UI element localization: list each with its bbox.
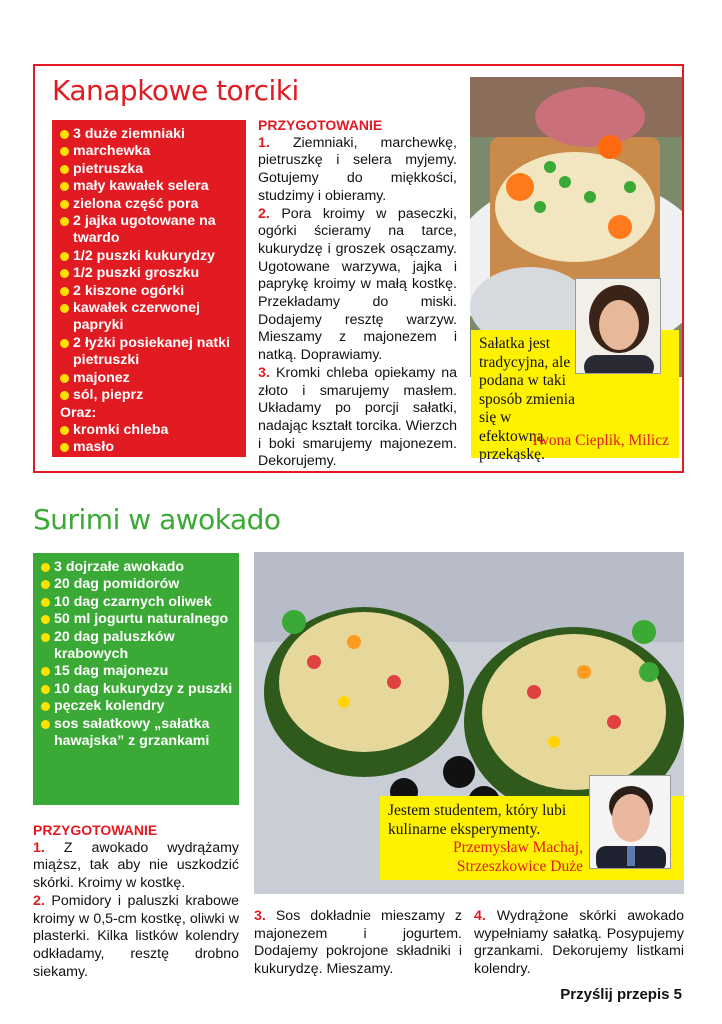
recipe-2-ingredient [41,594,233,611]
recipe-1-ingredient-text: 2 jajka ugotowane na twardo [73,213,216,247]
recipe-2-ingredient [41,629,233,664]
recipe-2-ingredient-text: 20 dag paluszków krabowych [54,628,175,663]
recipe-1-step [258,135,457,206]
recipe-1-ingredient-text: marchewka [73,143,151,160]
bullet-icon [60,269,69,278]
bullet-icon [60,147,69,156]
recipe-1-step-number: 2. [258,205,282,222]
recipe-1-ingredient [60,161,240,178]
recipe-1-ingredient-text: masło [73,439,115,456]
recipe-1-prep-heading: PRZYGOTOWANIE [258,117,383,133]
recipe-2-ingredient [41,576,233,593]
recipe-2-ingredient-text: 15 dag majonezu [54,663,169,680]
recipe-2-ingredient-text: 20 dag pomidorów [54,576,180,593]
recipe-1-ingredient-text: majonez [73,369,130,386]
recipe-2-title: Surimi w awokado [33,503,281,536]
bullet-icon [60,443,69,452]
recipe-1-title: Kanapkowe torciki [52,74,299,107]
bullet-icon [41,563,50,572]
recipe-1-steps [258,117,457,471]
recipe-2-step-text: Z awokado wydrążamy miąższ, tak aby nie uszkodzić skórki. Kroimy w kostkę. [33,839,239,892]
recipe-2-step-text: Sos dokładnie mieszamy z majonezem i jogurtem. Dodajemy pokrojone składniki i kukurydzę. Mieszamy. [254,908,462,978]
recipe-1-step-number: 1. [258,134,293,151]
recipe-1-ingredient [60,248,240,265]
recipe-1-quote: Sałatka jest tradycyjna, ale podana w taki sposób zmienia się w efektowną przekąskę. [479,335,575,463]
recipe-1-ingredient [60,283,240,300]
bullet-icon [60,304,69,313]
recipe-2-ingredient-text: 10 dag kukurydzy z puszki [54,680,233,697]
recipe-1-ingredient [60,213,240,248]
recipe-2-ingredients [33,553,239,805]
recipe-1-step [258,365,457,471]
recipe-2-step-number: 3. [254,908,276,924]
recipe-1-ingredient [60,300,240,335]
bullet-icon [41,633,50,642]
recipe-1-ingredient-text: 2 kiszone ogórki [73,282,185,299]
recipe-1-ingredient [60,335,240,370]
recipe-2-ingredient-text: 3 dojrzałe awokado [54,559,185,575]
bullet-icon [60,130,69,139]
recipe-2-step-number: 1. [33,839,64,856]
recipe-2-ingredient-text: 10 dag czarnych oliwek [54,593,212,610]
bullet-icon [60,217,69,226]
recipe-2-step [33,840,239,893]
bullet-icon [41,615,50,624]
bullet-icon [60,391,69,400]
recipe-1-ingredient-text: 3 duże ziemniaki [73,126,185,142]
recipe-2-step [254,908,462,979]
recipe-2-step [33,893,239,982]
footer-note: Przyślij przepis 5 [560,986,682,1003]
recipe-1-ingredient [60,178,240,195]
recipe-2-ingredient [41,559,233,576]
recipe-1-ingredient [60,126,240,143]
recipe-2-step-text: Pomidory i paluszki krabowe kroimy w 0,5-cm kostkę, oliwki w plasterki. Kilka listków kolendry odkładamy, resztę drobno siekamy. [33,892,239,980]
bullet-icon [41,720,50,729]
bullet-icon [60,287,69,296]
recipe-2-author-line-2: Strzeszkowice Duże [456,857,583,875]
recipe-1-step [258,206,457,365]
recipe-1-ingredient [60,143,240,160]
recipe-2-ingredient-text: 50 ml jogurtu naturalnego [54,611,229,628]
bullet-icon [41,702,50,711]
recipe-1-ingredient-text: 1/2 puszki kukurydzy [73,247,215,264]
recipe-1-ingredient-text: mały kawałek selera [73,178,209,195]
bullet-icon [60,374,69,383]
recipe-1-ingredient [60,439,240,456]
recipe-1-ingredient-text: kawałek czerwonej papryki [73,300,200,334]
recipe-2-ingredient [41,681,233,698]
recipe-1-ingredient-text: 1/2 puszki groszku [73,265,200,282]
author-2-portrait [589,775,671,869]
recipe-2-step [474,908,684,979]
bullet-icon [60,200,69,209]
recipe-1-ingredient [60,387,240,404]
bullet-icon [41,667,50,676]
author-1-portrait [575,278,661,374]
recipe-1-ingredient-text: pietruszka [73,160,144,177]
recipe-2-ingredient [41,611,233,628]
recipe-1-ingredient [60,422,240,439]
bullet-icon [60,165,69,174]
bullet-icon [60,339,69,348]
recipe-2-ingredient [41,698,233,715]
recipe-1-ingredient-text: sól, pieprz [73,387,144,404]
recipe-2-ingredient [41,663,233,680]
recipe-1-step-text: Ziemniaki, marchewkę, pietruszkę i selera myjemy. Gotujemy do miękkości, studzimy i obieramy. [258,134,457,204]
bullet-icon [41,685,50,694]
recipe-1-step-text: Kromki chleba opiekamy na złoto i smarujemy masłem. Układamy po porcji sałatki, nadając kształt torcika. Wierzch i boki smarujemy majonezem. Dekorujemy. [258,364,457,470]
recipe-1-ingredient [60,196,240,213]
recipe-2-ingredient [41,716,233,751]
recipe-2-author-line-1: Przemysław Machaj, [453,839,583,856]
recipe-1-ingredient [60,370,240,387]
bullet-icon [41,580,50,589]
recipe-2-steps-a [33,822,239,981]
bullet-icon [60,182,69,191]
recipe-1-ingredient [60,405,240,422]
recipe-2-quote-line-1: Jestem studentem, który lubi [388,802,567,819]
recipe-1-ingredient-text: zielona część pora [73,195,199,212]
bullet-icon [60,252,69,261]
recipe-2-steps-b [254,908,462,979]
recipe-2-ingredient-text: pęczek kolendry [54,698,165,715]
recipe-2-prep-heading: PRZYGOTOWANIE [33,822,158,838]
recipe-2-step-text: Wydrążone skórki awokado wypełniamy sałatką. Posypujemy grzankami. Dekorujemy listkami kolendry. [474,908,684,978]
recipe-2-steps-c [474,908,684,979]
recipe-1-ingredients [52,120,246,457]
recipe-1-ingredient-text: Oraz: [60,404,97,421]
recipe-1-step-text: Pora kroimy w paseczki, ogórki ścieramy na tarce, kukurydzę i groszek osączamy. Ugotowane warzywa, jajka i paprykę kroimy w małą kostkę. Przekładamy do miski. Dodajemy resztę warzyw. Mieszamy z majonezem i natką. Doprawiamy. [258,205,457,364]
recipe-2-step-number: 4. [474,908,497,924]
recipe-2-step-number: 2. [33,892,52,909]
bullet-icon [41,598,50,607]
recipe-2-quote-line-2: kulinarne eksperymenty. [388,820,541,838]
recipe-2-ingredient-text: sos sałatkowy „sałatka hawajska” z grzankami [54,715,210,750]
recipe-1-ingredient-text: 2 łyżki posiekanej natki pietruszki [73,334,230,369]
recipe-1-step-number: 3. [258,364,277,381]
recipe-1-ingredient [60,265,240,282]
recipe-1-ingredient-text: kromki chleba [73,421,169,438]
bullet-icon [60,426,69,435]
recipe-1-author: Iwona Cieplik, Milicz [532,431,669,449]
